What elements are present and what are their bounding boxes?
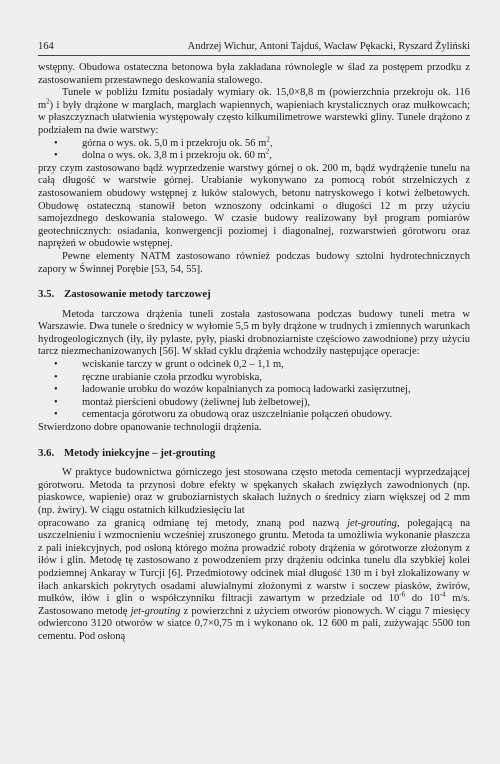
list-item: • dolna o wys. ok. 3,8 m i przekroju ok. 60 $m^2$, (82, 150, 470, 163)
list-item: • górna o wys. ok. 5,0 m i przekroju ok. 56 $m^2$, (82, 138, 470, 151)
list-item: • ręczne urabianie czoła przodku wyrobiska, (82, 372, 470, 385)
header-authors: Andrzej Wichur, Antoni Tajduś, Wacław Pękacki, Ryszard Żyliński (187, 41, 470, 52)
paragraph: opracowano za granicą odmianę tej metody, znaną pod nazwą jet-grouting, polegającą na uszczelnieniu i wzmocnieniu wcześniej zruszonego gruntu. Metoda ta umożliwia wykonanie płaszcza z pali iniekcyjnych, pod osłoną którego można prowadzić roboty drążenia w górotworze złożonym z iłów i glin. Metodę tę zastosowano z powodzeniem przy drążeniu odcinka tunelu dla szybkiej kolei podziemnej Ankaray w Turcji [6]. Przedmiotowy odcinek miał długość 130 m i był zlokalizowany w iłach ankarskich pokrytych osadami aluwialnymi złożonymi z warstw i soczew piasków, żwirów, mułków, iłów i glin o współczynniku filtracji zawartym w przedziale od $10^{-6}$ do $10^{-4}$ m/s. Zastosowano metodę jet-grouting z powierzchni z użyciem otworów pionowych. W ciągu 7 miesięcy odwiercono 3120 otworów w siatce 0,7×0,75 m i wykonano ok. 12 600 m pali, zużywając 5500 ton cementu. Pod osłoną (38, 517, 471, 642)
list-item: • cementacja górotworu za obudową oraz uszczelnianie połączeń obudowy. (82, 409, 470, 422)
list-item: • montaż pierścieni obudowy (żeliwnej lub żelbetowej), (82, 397, 470, 410)
paragraph: przy czym zastosowano bądź wyprzedzenie warstwy górnej o ok. 200 m, bądź wydrążenie tunelu na całą długość w warstwie górnej. Urabianie wykonywano za pomocą robót strzelniczych z zastosowaniem obudowy wstępnej z łuków stalowych, betonu natryskowego i kotwi żelbetowych. Obudowę ostateczną stanowił beton wznoszony odcinkami o długości 12 m przy użyciu samojezdnego deskowania stalowego. W czasie budowy realizowany był program pomiarów geotechnicznych: osiadania, konwergencji poziomej i diagonalnej, rozwarstwień górotworu oraz naprężeń w obudowie wstępnej. (38, 162, 470, 250)
section-heading (38, 288, 470, 301)
paragraph: Stwierdzono dobre opanowanie technologii drążenia. (38, 422, 262, 434)
page-body (38, 62, 470, 644)
section-number: 3.5. (38, 288, 55, 301)
paragraph: wstępny. Obudowa ostateczna betonowa była zakładana równolegle w ślad za postępem przodku z zastosowaniem przestawnego deskowania stalowego. (38, 62, 470, 86)
section-number: 3.6. (38, 446, 55, 459)
section-title: Zastosowanie metody tarczowej (64, 288, 211, 301)
paragraph: W praktyce budownictwa górniczego jest stosowana często metoda cementacji wyprzedzającej górotworu. Metoda ta przynosi dobre efekty w spękanych skałach zwięzłych zawodnionych (np. piaskowce, wapienie) oraz w gruboziarnistych skałach luźnych o średnicy ziarn większej od 2 mm (np. żwiry). W ciągu ostatnich kilkudziesięciu lat (38, 467, 470, 516)
section-title: Metody iniekcyjne – jet-grouting (64, 446, 216, 459)
page-number: 164 (38, 41, 54, 52)
list-item: • wciskanie tarczy w grunt o odcinek 0,2 – 1,1 m, (82, 359, 470, 372)
paragraph: Metoda tarczowa drążenia tuneli została zastosowana podczas budowy tuneli metra w Warszawie. Dwa tunele o średnicy w wyłomie 5,5 m były drążone w trudnych i zmiennych warunkach hydrogeologicznych (iły, iły pylaste, pyły, piaski drobnoziarniste częściowo zawodnione) przy użyciu tarcz niezmechanizowanych [56]. W skład cyklu drążenia wchodziły następujące operacje: (38, 308, 470, 358)
bullet-list (38, 359, 470, 422)
section-heading (38, 447, 470, 460)
bullet-list (38, 135, 470, 163)
paragraph: Pewne elementy NATM zastosowano również podczas budowy sztolni hydrotechnicznych zapory w Świnnej Porębie [53, 54, 55]. (38, 250, 470, 275)
list-item: • ładowanie urobku do wozów kopalnianych za pomocą ładowarki zasięrzutnej, (82, 384, 470, 397)
running-header (38, 40, 470, 56)
paragraph: Tunele w pobliżu Izmitu posiadały wymiary ok. 15,0×8,8 m (powierzchnia przekroju ok. 116 $m^2$) i były drążone w marglach, marglach wapiennych, wapieniach krystalicznych oraz mułkowcach; w płaszczyznach ułatwienia występowały często kilkumilimetrowe warstewki gliny. Tunele drążono z podziałem na dwie warstwy: (38, 87, 470, 136)
